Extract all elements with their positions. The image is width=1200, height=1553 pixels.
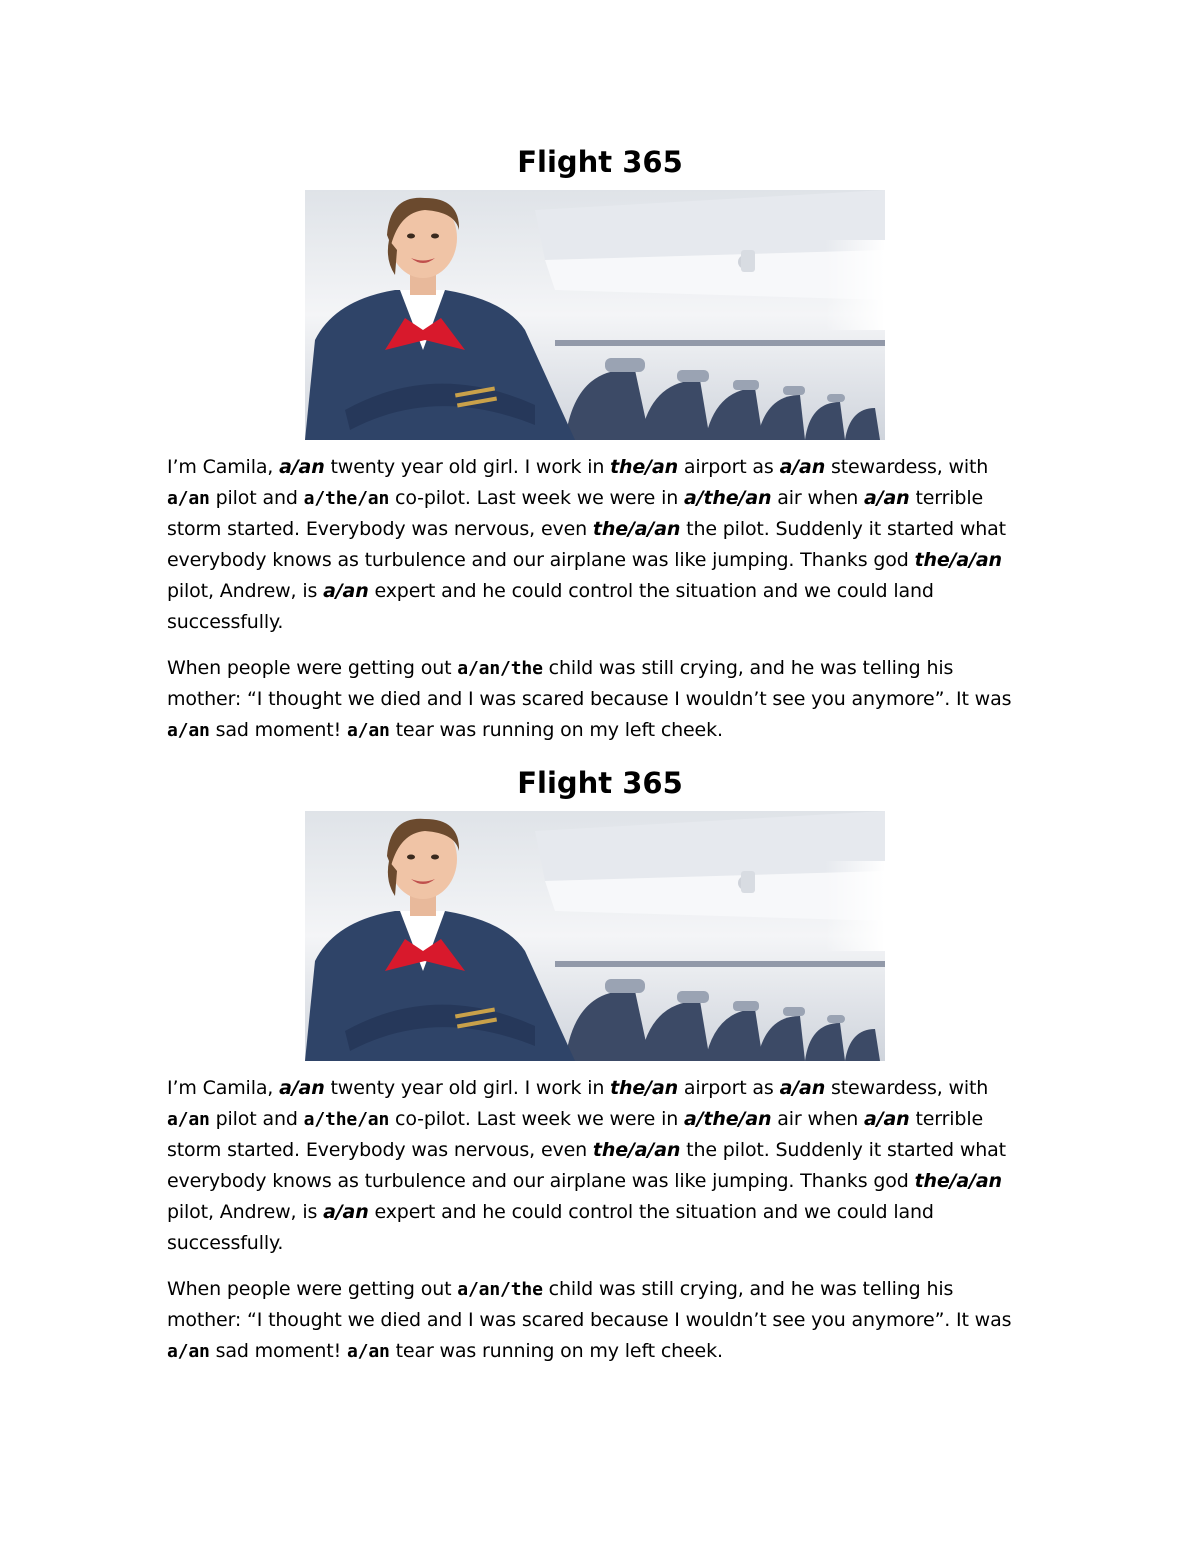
- text-run: the pilot. Suddenly it started what everybody knows as turbulence and our airplane was like jumping. Thanks god: [167, 518, 1006, 571]
- story-paragraph-2: [167, 1274, 1033, 1367]
- text-run: air when: [771, 487, 865, 509]
- article-option: a/an: [167, 1341, 210, 1362]
- article-option: a/an: [346, 1341, 390, 1362]
- article-option: a/the/an: [303, 488, 390, 509]
- text-run: terrible storm started. Everybody was nervous, even: [167, 487, 983, 540]
- story-text: [167, 452, 1033, 746]
- text-run: the pilot. Suddenly it started what everybody knows as turbulence and our airplane was like jumping. Thanks god: [167, 1139, 1006, 1192]
- section-title: Flight 365: [517, 145, 683, 179]
- article-option: a/an: [323, 580, 369, 602]
- article-option: a/an/the: [457, 658, 543, 679]
- text-run: stewardess, with: [825, 1077, 989, 1099]
- text-run: tear was running on my left cheek.: [389, 1340, 723, 1362]
- article-option: the/a/an: [914, 1170, 1002, 1192]
- story-paragraph-2: [167, 653, 1033, 746]
- article-option: a/an: [323, 1201, 369, 1223]
- text-run: twenty year old girl. I work in: [324, 456, 611, 478]
- section-title: Flight 365: [517, 766, 683, 800]
- article-option: a/an: [779, 456, 826, 478]
- article-option: the/a/an: [592, 1139, 681, 1161]
- text-run: air when: [771, 1108, 865, 1130]
- text-run: When people were getting out: [167, 1278, 458, 1300]
- text-run: I’m Camila,: [167, 456, 280, 478]
- text-run: tear was running on my left cheek.: [389, 719, 723, 741]
- text-run: When people were getting out: [167, 657, 458, 679]
- article-option: a/an: [864, 1108, 910, 1130]
- article-option: the/an: [610, 456, 679, 478]
- text-run: terrible storm started. Everybody was nervous, even: [167, 1108, 983, 1161]
- text-run: co-pilot. Last week we were in: [389, 1108, 685, 1130]
- stewardess-photo: [305, 190, 885, 440]
- article-option: a/an: [346, 720, 390, 741]
- stewardess-photo: [305, 811, 885, 1061]
- text-run: I’m Camila,: [167, 1077, 280, 1099]
- text-run: twenty year old girl. I work in: [324, 1077, 611, 1099]
- article-option: a/an/the: [457, 1279, 543, 1300]
- worksheet-section-2: [0, 764, 1200, 1367]
- article-option: a/the/an: [684, 487, 772, 509]
- article-option: a/an: [167, 1109, 210, 1130]
- article-option: a/the/an: [684, 1108, 772, 1130]
- story-paragraph-1: [167, 1073, 1033, 1259]
- article-option: a/an: [167, 488, 210, 509]
- article-option: a/an: [779, 1077, 826, 1099]
- text-run: pilot and: [209, 1108, 304, 1130]
- text-run: co-pilot. Last week we were in: [389, 487, 685, 509]
- story-text: [167, 1073, 1033, 1367]
- article-option: a/the/an: [303, 1109, 390, 1130]
- text-run: pilot, Andrew, is: [167, 580, 324, 602]
- text-run: airport as: [678, 1077, 780, 1099]
- article-option: the/a/an: [914, 549, 1002, 571]
- worksheet-section-1: [0, 143, 1200, 746]
- text-run: expert and he could control the situation and we could land successfully.: [167, 1201, 934, 1254]
- article-option: the/a/an: [592, 518, 681, 540]
- text-run: child was still crying, and he was telling his mother: “I thought we died and I was scared because I wouldn’t see you anymore”. It was: [167, 657, 1012, 710]
- text-run: pilot and: [209, 487, 304, 509]
- text-run: stewardess, with: [825, 456, 989, 478]
- text-run: airport as: [678, 456, 780, 478]
- article-option: a/an: [279, 456, 325, 478]
- text-run: child was still crying, and he was telling his mother: “I thought we died and I was scared because I wouldn’t see you anymore”. It was: [167, 1278, 1012, 1331]
- article-option: the/an: [610, 1077, 679, 1099]
- article-option: a/an: [864, 487, 910, 509]
- text-run: pilot, Andrew, is: [167, 1201, 324, 1223]
- article-option: a/an: [279, 1077, 325, 1099]
- story-paragraph-1: [167, 452, 1033, 638]
- text-run: sad moment!: [209, 719, 347, 741]
- text-run: sad moment!: [209, 1340, 347, 1362]
- text-run: expert and he could control the situation and we could land successfully.: [167, 580, 934, 633]
- article-option: a/an: [167, 720, 210, 741]
